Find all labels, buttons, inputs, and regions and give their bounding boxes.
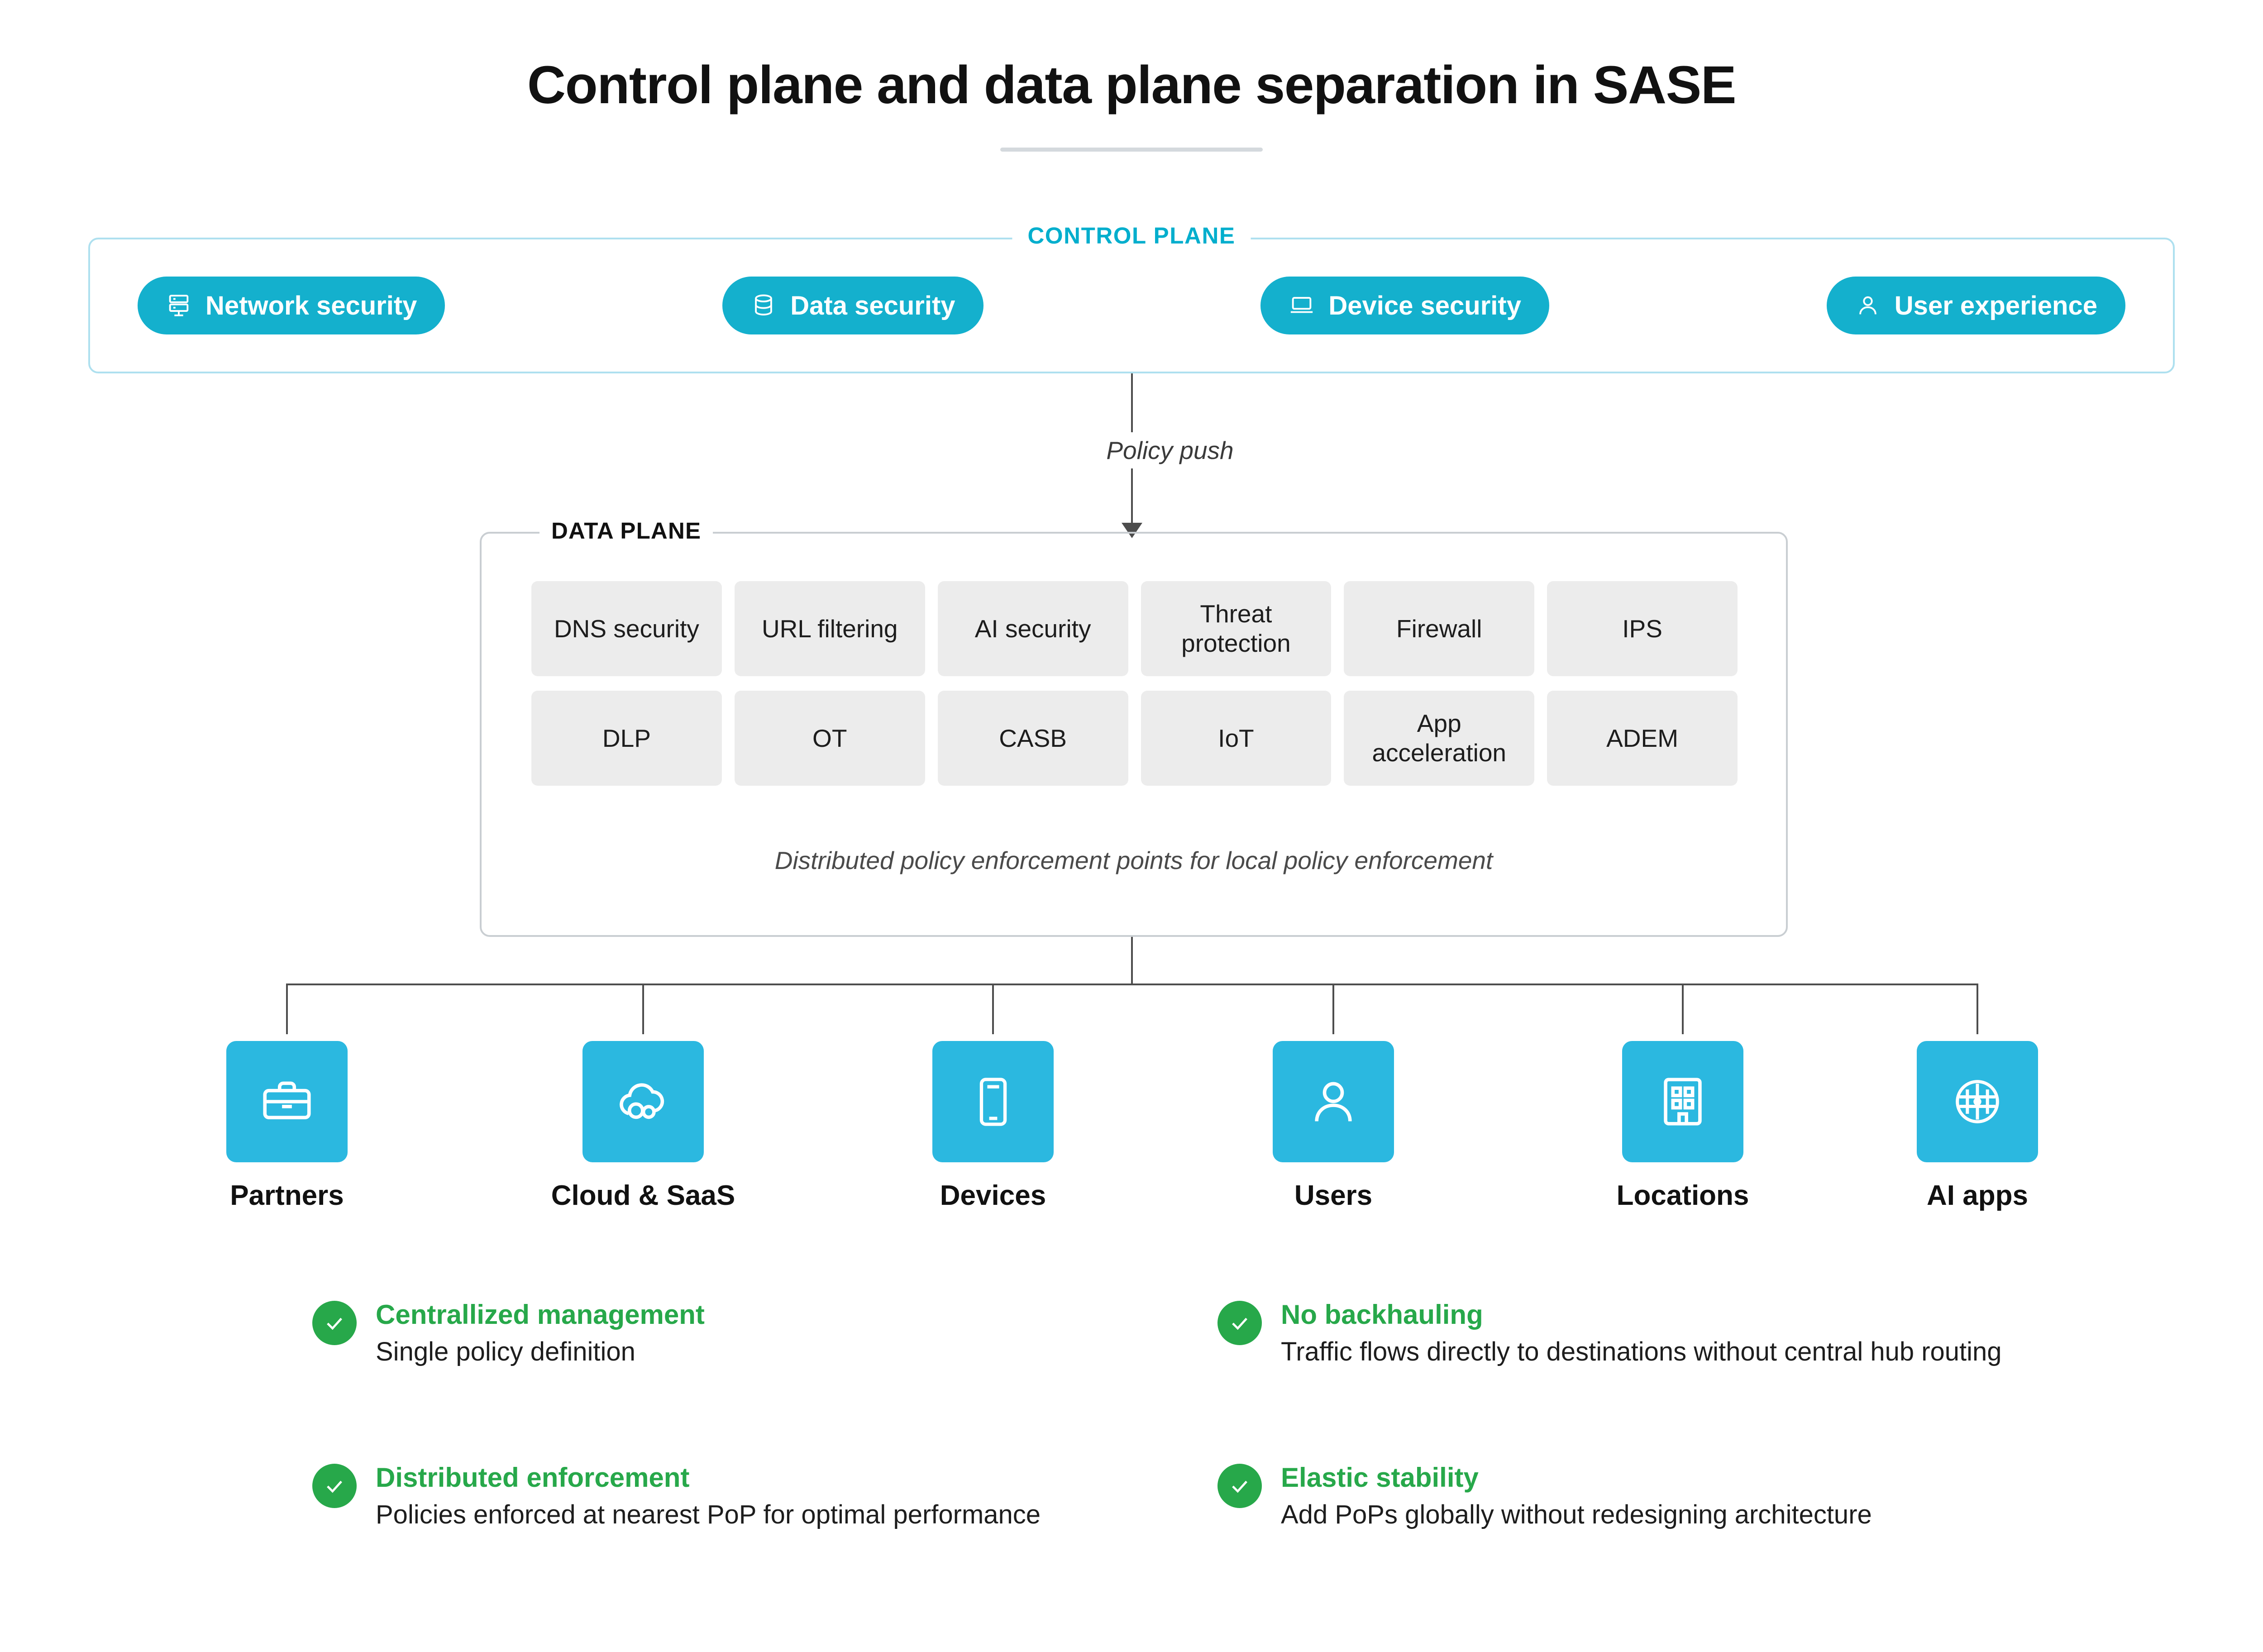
- control-pill-user-experience[interactable]: [1827, 277, 2125, 334]
- user-icon: [1273, 1041, 1394, 1162]
- tree-horizontal-bar: [286, 984, 1977, 985]
- data-plane-chip[interactable]: IoT: [1141, 691, 1332, 786]
- check-circle-icon: [1217, 1464, 1262, 1508]
- endpoint-users[interactable]: [1216, 1041, 1451, 1212]
- endpoint-ai-apps[interactable]: [1860, 1041, 2095, 1212]
- endpoint-label: Partners: [230, 1180, 344, 1211]
- data-plane-chip[interactable]: IPS: [1547, 581, 1738, 676]
- tree-drop-line: [1682, 984, 1684, 1034]
- endpoint-label: Cloud & SaaS: [551, 1180, 735, 1211]
- endpoint-label: Locations: [1616, 1180, 1749, 1211]
- data-plane-chip[interactable]: CASB: [938, 691, 1128, 786]
- control-plane-section: [88, 223, 2175, 373]
- page-title: Control plane and data plane separation in SASE: [527, 55, 1736, 115]
- endpoint-row: [0, 1041, 2263, 1231]
- benefit-no-backhauling: [1217, 1299, 2077, 1369]
- benefit-elastic-stability: [1217, 1462, 2077, 1532]
- control-pill-label: Data security: [790, 291, 955, 320]
- control-pill-data-security[interactable]: [722, 277, 983, 334]
- laptop-icon: [1289, 292, 1315, 319]
- tree-drop-line: [1332, 984, 1334, 1034]
- endpoint-cloud-saas[interactable]: [525, 1041, 761, 1212]
- title-divider: [1000, 148, 1263, 152]
- control-pill-label: Device security: [1328, 291, 1521, 320]
- mobile-device-icon: [932, 1041, 1054, 1162]
- benefit-centralized-management: [312, 1299, 1172, 1369]
- benefit-title: Elastic stability: [1281, 1462, 1479, 1493]
- control-plane-pill-row: [90, 239, 2173, 372]
- control-pill-device-security[interactable]: [1260, 277, 1549, 334]
- control-pill-network-security[interactable]: [138, 277, 445, 334]
- endpoint-devices[interactable]: [875, 1041, 1111, 1212]
- benefit-description: Traffic flows directly to destinations without central hub routing: [1281, 1337, 2002, 1366]
- control-pill-label: User experience: [1894, 291, 2097, 320]
- cloud-icon: [582, 1041, 704, 1162]
- tree-drop-line: [286, 984, 288, 1034]
- data-plane-chip-grid: [531, 581, 1738, 786]
- data-plane-chip[interactable]: App acceleration: [1344, 691, 1534, 786]
- endpoint-locations[interactable]: [1565, 1041, 1800, 1212]
- data-plane-chip[interactable]: DNS security: [531, 581, 722, 676]
- benefit-description: Policies enforced at nearest PoP for optimal performance: [376, 1500, 1041, 1529]
- data-plane-chip[interactable]: ADEM: [1547, 691, 1738, 786]
- user-icon: [1855, 292, 1881, 319]
- benefit-title: Distributed enforcement: [376, 1462, 690, 1493]
- building-icon: [1622, 1041, 1743, 1162]
- ai-brain-icon: [1917, 1041, 2038, 1162]
- endpoint-partners[interactable]: [169, 1041, 405, 1212]
- server-icon: [166, 292, 192, 319]
- benefit-title: Centrallized management: [376, 1299, 705, 1330]
- policy-push-label: Policy push: [1043, 432, 1297, 468]
- tree-drop-line: [1977, 984, 1978, 1034]
- control-pill-label: Network security: [205, 291, 417, 320]
- endpoint-label: Devices: [940, 1180, 1046, 1211]
- data-plane-chip[interactable]: DLP: [531, 691, 722, 786]
- tree-stem: [1131, 937, 1133, 984]
- data-plane-section: [480, 518, 1788, 937]
- briefcase-icon: [226, 1041, 348, 1162]
- data-plane-chip[interactable]: URL filtering: [735, 581, 925, 676]
- control-plane-label: CONTROL PLANE: [1012, 222, 1251, 249]
- data-plane-chip[interactable]: Firewall: [1344, 581, 1534, 676]
- tree-drop-line: [642, 984, 644, 1034]
- benefit-description: Add PoPs globally without redesigning architecture: [1281, 1500, 1872, 1529]
- data-plane-label: DATA PLANE: [539, 517, 713, 544]
- data-plane-chip[interactable]: OT: [735, 691, 925, 786]
- endpoint-label: AI apps: [1927, 1180, 2028, 1211]
- benefit-title: No backhauling: [1281, 1299, 1483, 1330]
- data-plane-caption: Distributed policy enforcement points for local policy enforcement: [774, 846, 1493, 874]
- tree-drop-line: [992, 984, 994, 1034]
- benefit-description: Single policy definition: [376, 1337, 635, 1366]
- check-circle-icon: [1217, 1301, 1262, 1345]
- check-circle-icon: [312, 1301, 357, 1345]
- data-plane-chip[interactable]: Threat protection: [1141, 581, 1332, 676]
- database-icon: [750, 292, 777, 319]
- check-circle-icon: [312, 1464, 357, 1508]
- endpoint-label: Users: [1294, 1180, 1373, 1211]
- data-plane-chip[interactable]: AI security: [938, 581, 1128, 676]
- benefit-distributed-enforcement: [312, 1462, 1172, 1532]
